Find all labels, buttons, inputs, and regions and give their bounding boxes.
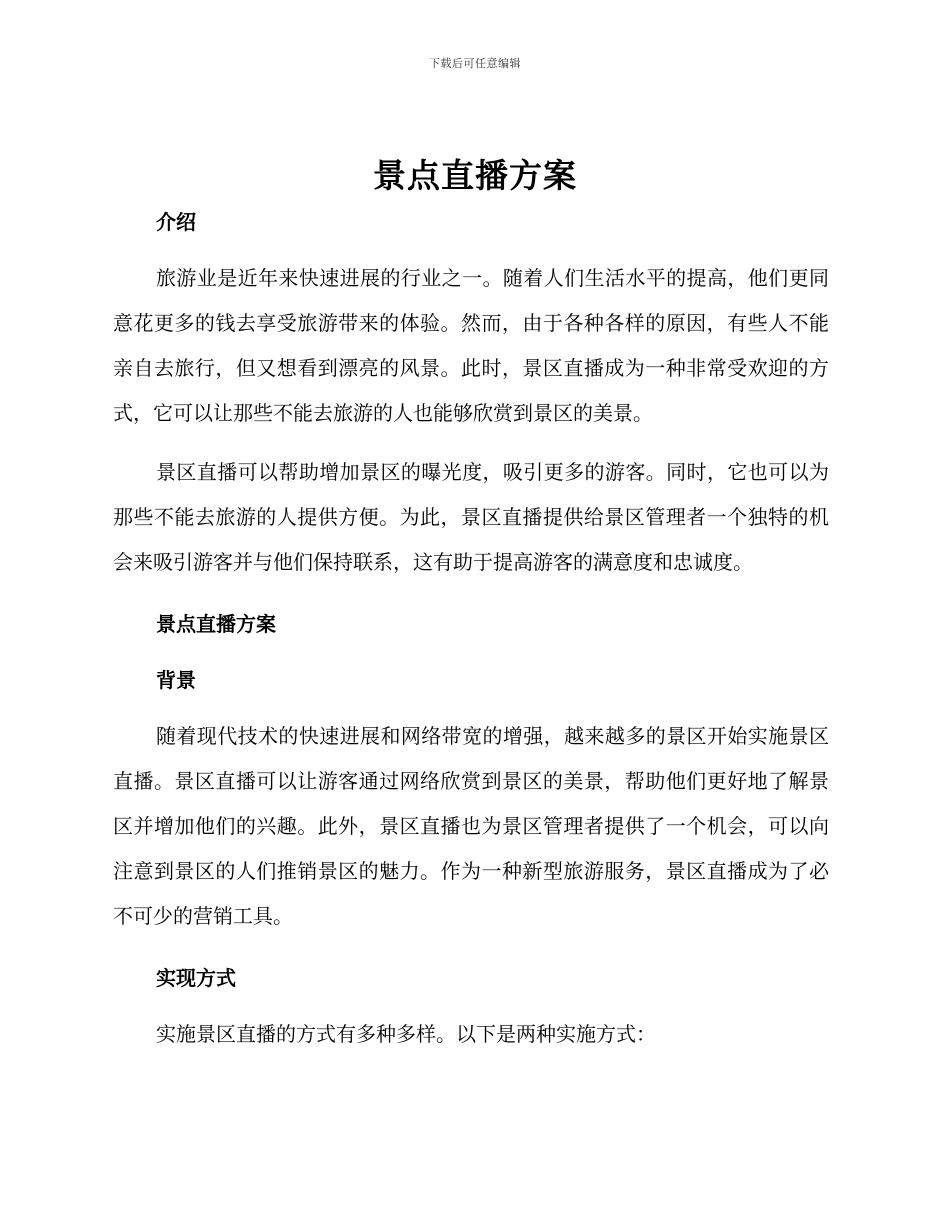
header-note: 下载后可任意编辑	[429, 57, 521, 70]
section-heading-background: 背景	[156, 668, 196, 692]
paragraph-intro-1: 旅游业是近年来快速进展的行业之一。随着人们生活水平的提高，他们更同意花更多的钱去享受旅游带来的体验。然而，由于各种各样的原因，有些人不能亲自去旅行，但又想看到漂亮的风景。此时，景区直播成为一种非常受欢迎的方式，它可以让那些不能去旅游的人也能够欣赏到景区的美景。	[113, 266, 829, 425]
section-heading-method: 实现方式	[156, 966, 236, 990]
document-title: 景点直播方案	[373, 156, 577, 195]
document-body	[113, 205, 829, 1057]
paragraph-background-1: 随着现代技术的快速进展和网络带宽的增强，越来越多的景区开始实施景区直播。景区直播可以让游客通过网络欣赏到景区的美景，帮助他们更好地了解景区并增加他们的兴趣。此外，景区直播也为景区管理者提供了一个机会，可以向注意到景区的人们推销景区的魅力。作为一种新型旅游服务，景区直播成为了必不可少的营销工具。	[113, 724, 829, 928]
paragraph-intro-2: 景区直播可以帮助增加景区的曝光度，吸引更多的游客。同时，它也可以为那些不能去旅游的人提供方便。为此，景区直播提供给景区管理者一个独特的机会来吸引游客并与他们保持联系，这有助于提高游客的满意度和忠诚度。	[113, 460, 829, 574]
paragraph-method-1: 实施景区直播的方式有多种多样。以下是两种实施方式：	[156, 1022, 656, 1046]
section-heading-plan: 景点直播方案	[156, 612, 276, 636]
section-heading-intro: 介绍	[156, 210, 196, 234]
